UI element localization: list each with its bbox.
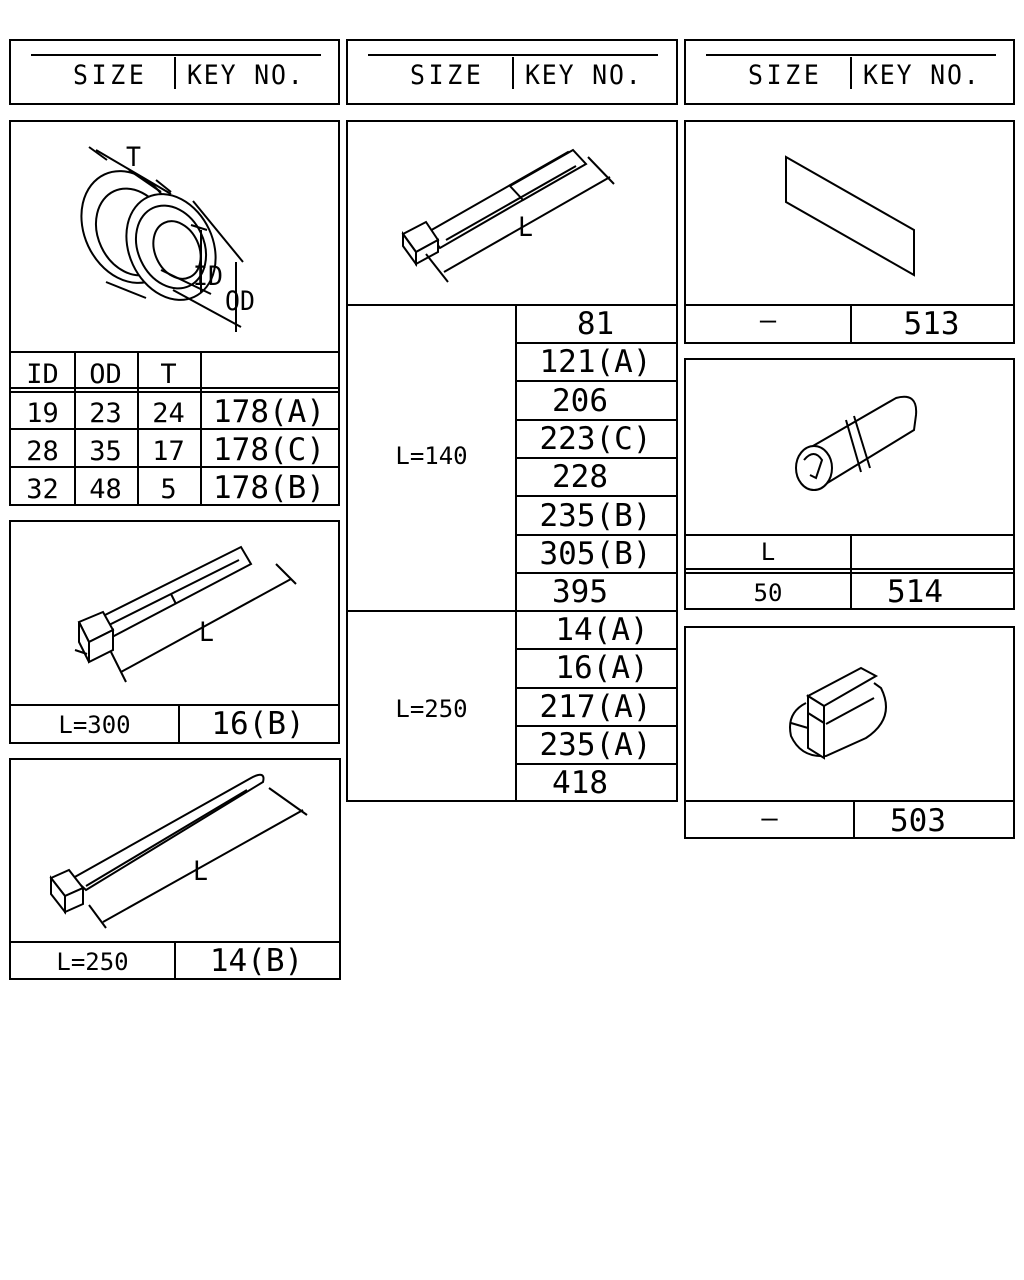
mounted-tie-size-140: L=140 <box>395 442 468 470</box>
grommet-col-t: T <box>160 359 177 390</box>
grommet-row-1-id: 19 <box>26 398 59 429</box>
clip-size: — <box>761 803 778 834</box>
tie-300-size: L=300 <box>58 711 131 739</box>
mounted-tie-key: 235(B) <box>539 498 652 534</box>
grommet-row-3-od: 48 <box>89 474 122 505</box>
header-box-3 <box>684 39 1015 105</box>
tape-panel <box>684 120 1015 344</box>
grommet-row-3-id: 32 <box>26 474 59 505</box>
mounted-tie-key: 121(A) <box>539 344 652 380</box>
grommet-row-1-t: 24 <box>152 398 185 429</box>
mounted-tie-drawing <box>348 122 676 307</box>
grommet-row-3-key: 178(B) <box>213 470 325 506</box>
mounted-tie-key: 16(A) <box>555 650 649 686</box>
grommet-row-1-od: 23 <box>89 398 122 429</box>
edge-protector-panel <box>684 358 1015 610</box>
grommet-row-2-od: 35 <box>89 436 122 467</box>
grommet-row-2-t: 17 <box>152 436 185 467</box>
mounted-tie-panel <box>346 120 678 802</box>
header-size-label: SIZE <box>748 60 823 91</box>
tie-250-length-label: L <box>193 856 208 887</box>
header-size-label: SIZE <box>410 60 485 91</box>
header-box-2 <box>346 39 678 105</box>
header-key-label: KEY NO. <box>187 60 305 91</box>
grommet-col-od: OD <box>89 359 122 390</box>
mounted-tie-key: 305(B) <box>539 536 652 572</box>
grommet-panel <box>9 120 340 506</box>
mounted-tie-key: 418 <box>552 765 608 801</box>
tie-250-size: L=250 <box>56 948 129 976</box>
clip-panel <box>684 626 1015 839</box>
header-box-1 <box>9 39 340 105</box>
mounted-tie-key: 395 <box>552 574 608 610</box>
mounted-tie-key: 235(A) <box>539 727 652 763</box>
grommet-id-label: ID <box>193 261 223 292</box>
tie-300-key: 16(B) <box>211 706 305 742</box>
tie-250-panel <box>9 758 341 980</box>
mounted-tie-key: 81 <box>576 306 615 342</box>
header-key-label: KEY NO. <box>525 60 643 91</box>
mounted-tie-key: 217(A) <box>539 689 652 725</box>
tape-size: — <box>759 305 777 336</box>
edge-protector-key: 514 <box>887 574 943 610</box>
edge-protector-size: 50 <box>753 579 783 607</box>
tie-300-length-label: L <box>199 617 214 648</box>
mounted-tie-key: 223(C) <box>539 421 652 457</box>
edge-protector-col-l: L <box>760 538 776 566</box>
tie-250-key: 14(B) <box>209 943 304 979</box>
mounted-tie-key: 206 <box>552 383 608 419</box>
mounted-tie-size-250: L=250 <box>395 695 468 723</box>
grommet-row-1-key: 178(A) <box>213 394 325 430</box>
grommet-row-2-id: 28 <box>26 436 59 467</box>
header-size-label: SIZE <box>73 60 148 91</box>
grommet-row-3-t: 5 <box>160 474 177 505</box>
grommet-row-2-key: 178(C) <box>213 432 325 468</box>
grommet-od-label: OD <box>225 286 255 317</box>
tape-key: 513 <box>903 306 960 342</box>
grommet-t-label: T <box>126 142 141 173</box>
clip-key: 503 <box>890 803 946 839</box>
mounted-tie-key: 228 <box>552 459 608 495</box>
header-key-label: KEY NO. <box>863 60 981 91</box>
mounted-tie-key: 14(A) <box>555 612 649 648</box>
grommet-col-id: ID <box>26 359 59 390</box>
tie-300-panel <box>9 520 340 744</box>
mounted-tie-length-label: L <box>518 212 533 243</box>
